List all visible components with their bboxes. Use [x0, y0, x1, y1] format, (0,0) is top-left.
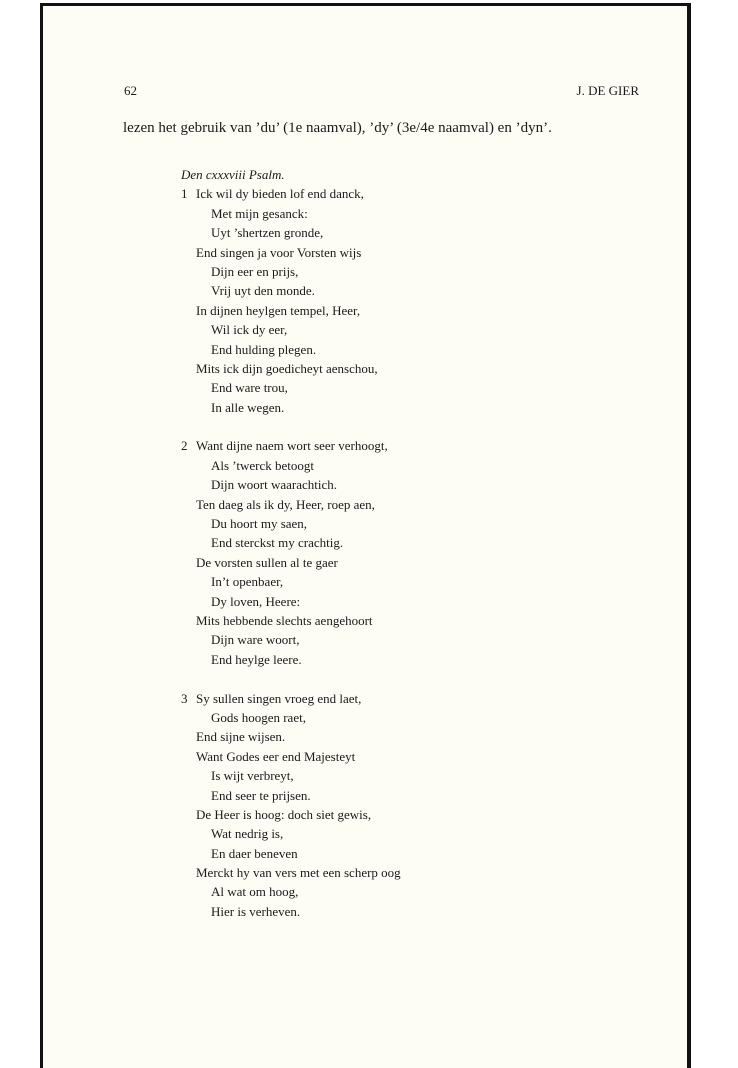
stanza-3 [181, 689, 401, 922]
verse-line: Dijn ware woort, [211, 632, 300, 648]
verse-line: En daer beneven [211, 845, 298, 861]
stanza-2 [181, 436, 401, 669]
verse-line: Dy loven, Heere: [211, 593, 301, 609]
verse-line: 3 Sy sullen singen vroeg end laet, [181, 689, 401, 708]
verse-line: End sterckst my crachtig. [211, 535, 344, 551]
verse-line: Wat nedrig is, [211, 826, 284, 842]
verse-line: Vrij uyt den monde. [211, 283, 315, 299]
verse-line: In’t openbaer, [211, 574, 284, 590]
stanza-1 [181, 184, 401, 417]
verse-line: De Heer is hoog: doch siet gewis, [196, 806, 372, 822]
verse-line: Dijn eer en prijs, [211, 263, 299, 279]
stanza-gap [181, 417, 401, 436]
verse-line: End seer te prijsen. [211, 787, 311, 803]
verse-line: Als ’twerck betoogt [211, 457, 315, 473]
document-page [40, 3, 691, 1068]
verse-line: Want Godes eer end Majesteyt [196, 748, 356, 764]
stanza-number: 2 [181, 438, 188, 454]
verse-line: Met mijn gesanck: [211, 205, 308, 221]
page-number: 62 [124, 83, 137, 98]
running-title: J. DE GIER [576, 83, 639, 98]
verse-line: Wil ick dy eer, [211, 322, 288, 338]
verse-line: End singen ja voor Vorsten wijs [196, 244, 362, 260]
verse-line: Mits ick dijn goedicheyt aenschou, [196, 360, 378, 376]
verse-line: End ware trou, [211, 380, 288, 396]
stanza-gap [181, 669, 401, 688]
verse-line: Dijn woort waarachtich. [211, 477, 337, 493]
stanza-container [181, 184, 401, 921]
verse-line: Ten daeg als ik dy, Heer, roep aen, [196, 496, 375, 512]
poem-title: Den cxxxviii Psalm. [181, 167, 285, 182]
verse-line: Du hoort my saen, [211, 516, 308, 532]
verse-line: End heylge leere. [211, 651, 302, 667]
verse-line: De vorsten sullen al te gaer [196, 554, 338, 570]
verse-line: 2 Want dijne naem wort seer verhoogt, [181, 436, 401, 455]
verse-line: Is wijt verbreyt, [211, 768, 294, 784]
verse-line: Mits hebbende slechts aengehoort [196, 612, 373, 628]
running-head [124, 83, 639, 99]
intro-paragraph: lezen het gebruik van ’du’ (1e naamval), ’dy’ (3e/4e naamval) en ’dyn’. [123, 120, 552, 136]
verse-line: In dijnen heylgen tempel, Heer, [196, 302, 361, 318]
verse-line: Al wat om hoog, [211, 884, 299, 900]
verse-line: Gods hoogen raet, [211, 709, 306, 725]
verse-line: End hulding plegen. [211, 341, 317, 357]
verse-line: Merckt hy van vers met een scherp oog [196, 865, 401, 881]
psalm-poem [181, 165, 401, 921]
verse-line: End sijne wijsen. [196, 729, 286, 745]
stanza-number: 3 [181, 690, 188, 706]
verse-line: In alle wegen. [211, 399, 285, 415]
verse-line: Hier is verheven. [211, 903, 301, 919]
verse-line: 1 Ick wil dy bieden lof end danck, [181, 184, 401, 203]
stanza-number: 1 [181, 186, 188, 202]
verse-line: Uyt ’shertzen gronde, [211, 225, 324, 241]
